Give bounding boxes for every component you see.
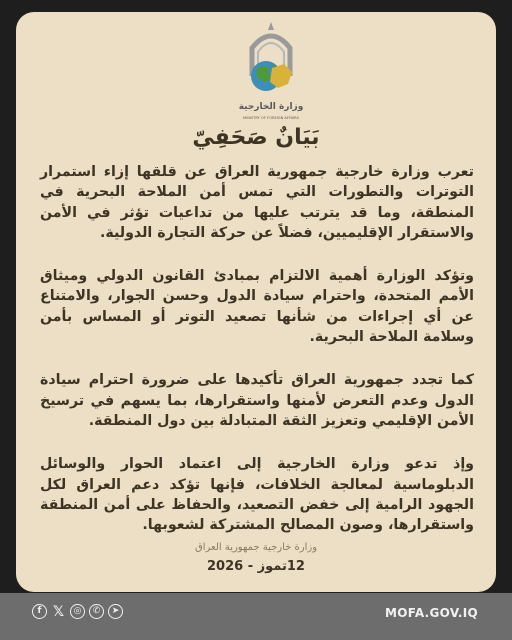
document-date: 12تموز - 2026: [207, 559, 305, 574]
whatsapp-icon[interactable]: ✆: [89, 604, 104, 619]
social-icons: [32, 604, 123, 619]
document-body: [40, 162, 474, 558]
facebook-icon[interactable]: f: [32, 604, 47, 619]
paragraph-2: وتؤكد الوزارة أهمية الالتزام بمبادئ القانون الدولي وميثاق الأمم المتحدة، واحترام سيادة الدول وحسن الجوار، والامتناع عن أي إجراءات من شأنها تصعيد التوتر أو المساس بأمن وسلامة الملاحة البحرية.: [40, 268, 474, 346]
paragraph-4: وإذ تدعو وزارة الخارجية إلى اعتماد الحوار والوسائل الدبلوماسية لمعالجة الخلافات، فإنها تؤكد دعم العراق لكل الجهود الرامية إلى خفض التصعيد، والحفاظ على أمن المنطقة واستقرارها، وصون المصالح المشتركة لشعوبها.: [40, 456, 474, 534]
x-icon[interactable]: 𝕏: [52, 603, 65, 620]
logo-org-name-ar: وزارة الخارجية: [238, 102, 304, 112]
footer-bar: [0, 593, 512, 640]
ministry-logo: [226, 18, 316, 128]
logo-org-name-en: MINISTRY OF FOREIGN AFFAIRS: [243, 116, 299, 120]
statement-card: [16, 12, 496, 592]
paragraph-3: كما تجدد جمهورية العراق تأكيدها على ضرورة احترام سيادة الدول وعدم التعرض لأمنها واستقرارها، بما يسهم في ترسيخ الأمن الإقليمي وتعزيز الثقة المتبادلة بين دول المنطقة.: [40, 372, 474, 429]
paragraph-1: تعرب وزارة خارجية جمهورية العراق عن قلقها إزاء استمرار التوترات والتطورات التي تمس أمن الملاحة البحرية في المنطقة، وما قد يترتب عليها من تداعيات تؤثر في الأمن والاستقرار الإقليميين، فضلاً عن حركة التجارة الدولية.: [40, 164, 474, 241]
website-link[interactable]: MOFA.GOV.IQ: [384, 606, 478, 620]
telegram-icon[interactable]: ➤: [108, 604, 123, 619]
signature: وزارة خارجية جمهورية العراق: [194, 542, 318, 553]
instagram-icon[interactable]: ◎: [70, 604, 85, 619]
document-title: بَيَانٌ صَحَفِيّ: [192, 125, 320, 150]
